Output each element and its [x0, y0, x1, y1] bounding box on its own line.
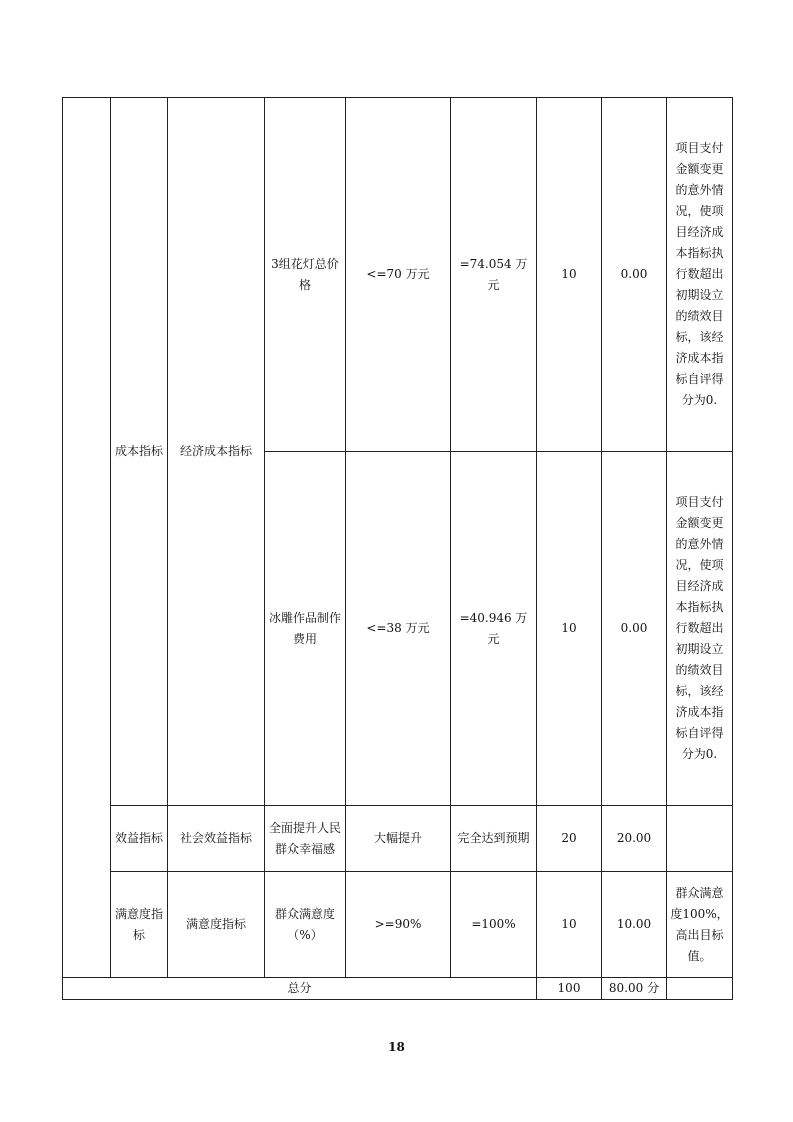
score-cell: 0.00 — [602, 452, 667, 806]
primary-indicator-cell: 成本指标 — [111, 98, 168, 806]
secondary-indicator-cell: 经济成本指标 — [168, 98, 265, 806]
total-row — [63, 978, 733, 1000]
note-cell: 群众满意度100%，高出目标值。 — [667, 872, 733, 978]
secondary-indicator-cell: 满意度指标 — [168, 872, 265, 978]
page-number: 18 — [388, 1040, 405, 1054]
indicator-name-cell: 群众满意度（%） — [265, 872, 346, 978]
actual-value-cell: =100% — [451, 872, 537, 978]
actual-value-cell: =74.054 万元 — [451, 98, 537, 452]
secondary-indicator-cell: 社会效益指标 — [168, 806, 265, 872]
score-cell: 0.00 — [602, 98, 667, 452]
weight-cell: 10 — [537, 452, 602, 806]
note-cell: 项目支付金额变更的意外情况，使项目经济成本指标执行数超出初期设立的绩效目标，该经济成本指标自评得分为0. — [667, 452, 733, 806]
target-value-cell: <=70 万元 — [346, 98, 451, 452]
table-row — [63, 872, 733, 978]
target-value-cell: <=38 万元 — [346, 452, 451, 806]
note-cell — [667, 806, 733, 872]
table-row — [63, 806, 733, 872]
score-cell: 20.00 — [602, 806, 667, 872]
total-label-cell: 总分 — [63, 978, 537, 1000]
actual-value-cell: =40.946 万元 — [451, 452, 537, 806]
target-value-cell: >=90% — [346, 872, 451, 978]
actual-value-cell: 完全达到预期 — [451, 806, 537, 872]
total-score-cell: 80.00 分 — [602, 978, 667, 1000]
table-row — [63, 98, 733, 452]
weight-cell: 10 — [537, 872, 602, 978]
target-value-cell: 大幅提升 — [346, 806, 451, 872]
primary-indicator-cell: 满意度指标 — [111, 872, 168, 978]
weight-cell: 10 — [537, 98, 602, 452]
indicator-name-cell: 3组花灯总价格 — [265, 98, 346, 452]
total-note-cell — [667, 978, 733, 1000]
primary-indicator-cell: 效益指标 — [111, 806, 168, 872]
indicator-name-cell: 冰雕作品制作费用 — [265, 452, 346, 806]
outer-blank-cell-1 — [63, 98, 111, 978]
total-weight-cell: 100 — [537, 978, 602, 1000]
indicator-name-cell: 全面提升人民群众幸福感 — [265, 806, 346, 872]
note-cell: 项目支付金额变更的意外情况，使项目经济成本指标执行数超出初期设立的绩效目标，该经济成本指标自评得分为0. — [667, 98, 733, 452]
score-cell: 10.00 — [602, 872, 667, 978]
performance-table — [62, 97, 733, 1000]
weight-cell: 20 — [537, 806, 602, 872]
